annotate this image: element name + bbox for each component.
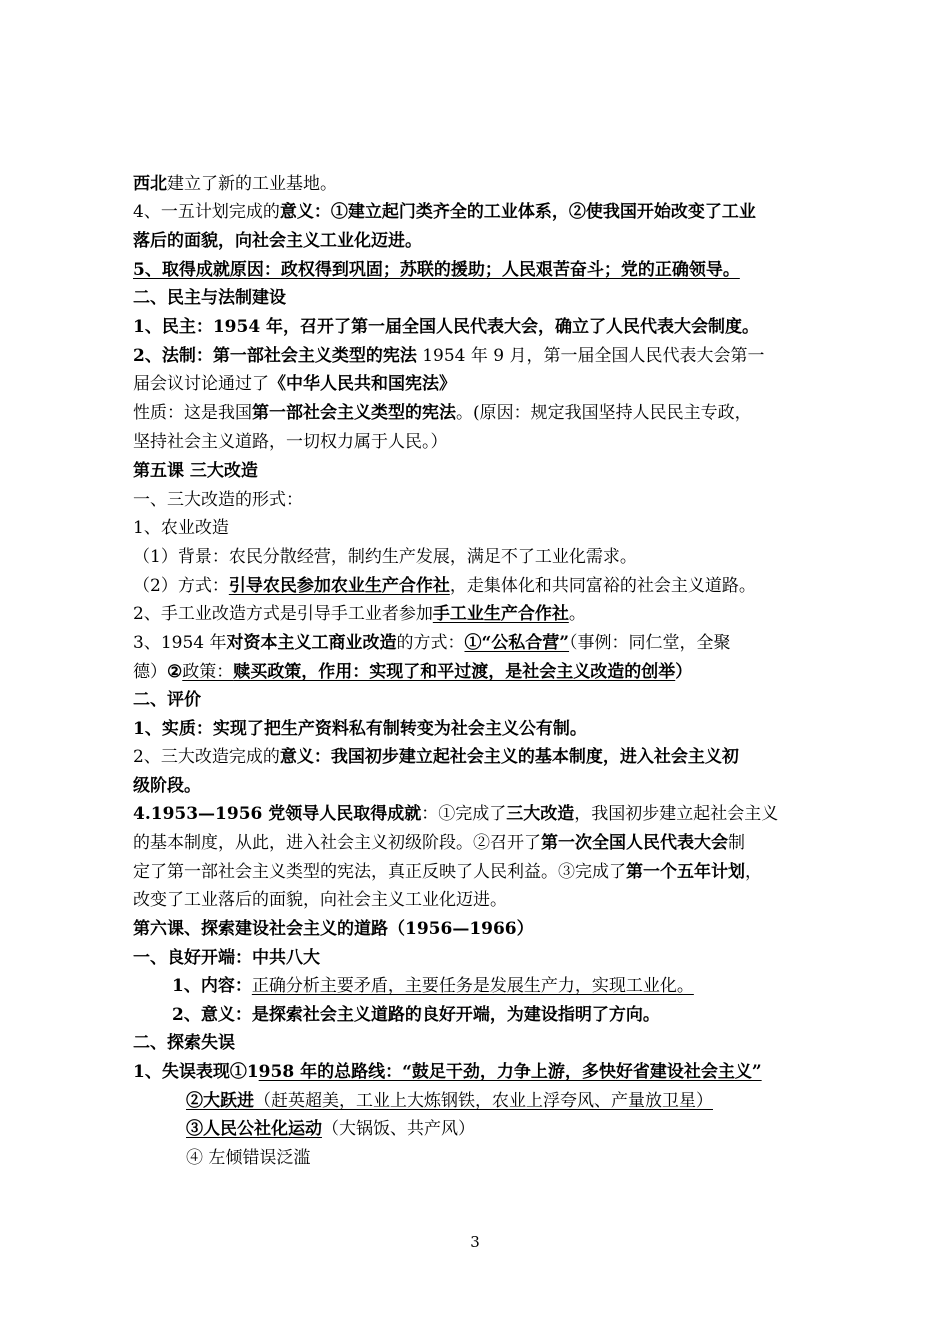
text-line [133,313,759,341]
text-run: 3、1954 年 [133,633,227,653]
text-run: 958 年的总路线：“鼓足干劲，力争上游，多快好省建设社会主义” [258,1062,762,1082]
text-run: 赎买政策，作用：实现了和平过渡，是社会主义改造的创举 [233,662,676,682]
text-line [133,370,456,398]
text-line [172,972,694,1000]
text-line [133,514,229,542]
text-run: （1）背景：农民分散经营，制约生产发展，满足不了工业化需求。 [133,547,637,567]
text-run: 2、意义：是探索社会主义道路的良好开端，为建设指明了方向。 [172,1005,660,1025]
text-run: 改变了工业落后的面貌，向社会主义工业化迈进。 [133,890,507,910]
text-line [133,858,762,886]
text-line [133,915,534,943]
text-line [186,1115,475,1143]
text-run: （大锅饭、共产风） [322,1119,475,1139]
text-line [133,658,692,686]
text-run: 4.1953—1956 党领导人民取得成就 [133,804,422,824]
text-line [172,1001,660,1029]
text-run: 制 [728,833,745,853]
text-run: ：①建立起门类齐全的工业体系，②使我国开始改变了工业 [313,202,756,222]
text-run: 1、实质：实现了把生产资料私有制转变为社会主义公有制。 [133,719,587,739]
text-run: 二、民主与法制建设 [133,288,286,308]
text-run: 正确分析主要矛盾，主要任务是发展生产力，实现工业化。 [251,976,694,996]
text-run: 2、手工业改造方式是引导手工业者参加 [133,604,433,624]
text-line [133,399,752,427]
text-run: 1、内容： [172,976,252,996]
text-line [133,572,756,600]
text-line [133,227,422,255]
text-run: 建立了新的工业基地。 [167,174,337,194]
text-run: 1、民主：1954 年，召开了第一届全国人民代表大会，确立了人民代表大会制度。 [133,317,760,337]
text-run: 性质：这是我国 [133,403,252,423]
text-run: ②大跃进 [186,1091,254,1111]
text-run: 4、一五计划完成的 [133,202,280,222]
text-line [133,886,507,914]
text-line [133,543,637,571]
text-line [133,170,337,198]
text-run: 。 [568,604,586,624]
text-line [133,743,739,771]
text-run: 二、评价 [133,690,201,710]
text-line [133,1029,235,1057]
text-run: 届会议讨论通过了 [133,374,269,394]
text-line [133,1058,762,1086]
text-run: 2、三大改造完成的 [133,747,280,767]
text-run: 引导农民参加农业生产合作社 [228,576,450,596]
text-run: 第五课 三大改造 [133,461,258,481]
text-line [133,342,765,370]
text-run: ② [167,662,183,682]
text-line [133,486,303,514]
text-run: 第一个五年计划 [626,862,745,882]
text-run: （事例：同仁堂，全聚 [569,633,731,653]
text-line [186,1087,713,1115]
text-line [133,772,201,800]
text-run: 三大改造 [506,804,575,824]
text-line [133,198,756,226]
text-run: 。(原因：规定我国坚持人民民主专政， [456,403,752,423]
text-run: ③人民公社化运动 [186,1119,322,1139]
text-run: 落后的面貌，向社会主义工业化迈进。 [133,231,422,251]
text-run: ：①完成了 [421,804,507,824]
text-run: 一、三大改造的形式： [133,490,303,510]
text-run: ， [745,862,762,882]
text-line [133,284,286,312]
page-number: 3 [470,1233,480,1251]
text-line [133,256,740,284]
text-run: 5、取得成就原因：政权得到巩固；苏联的援助；人民艰苦奋斗；党的正确领导。 [133,260,740,280]
text-run: 1954 年 9 月，第一届全国人民代表大会第一 [416,346,765,366]
text-run: 一、良好开端：中共八大 [133,948,320,968]
text-run: 德） [133,662,167,682]
text-run: 意义：我国初步建立起社会主义的基本制度，进入社会主义初 [279,747,739,767]
text-run: ，走集体化和共同富裕的社会主义道路。 [449,576,756,596]
text-run: 第一次全国人民代表大会 [541,833,728,853]
text-run: ④ 左倾错误泛滥 [186,1148,311,1168]
text-run: 坚持社会主义道路，一切权力属于人民。） [133,432,448,452]
text-run: ①“公私合营” [464,633,570,653]
text-run: 第六课、探索建设社会主义的道路（1956—1966） [133,919,534,939]
text-run: 意义 [279,202,314,222]
text-run: 手工业生产合作社 [432,604,569,624]
text-run: 的方式： [396,633,465,653]
text-line [186,1144,310,1172]
text-line [133,457,258,485]
text-run: 级阶段。 [133,776,201,796]
text-run: 第一部社会主义类型的宪法 [252,403,456,423]
text-run: 二、探索失误 [133,1033,235,1053]
text-line [133,428,448,456]
text-run: 2、法制：第一部社会主义类型的宪法 [133,346,417,366]
text-run: 定了第一部社会主义类型的宪法，真正反映了人民利益。③完成了 [133,862,626,882]
text-run: 西北 [133,174,167,194]
text-line [133,829,745,857]
text-run: （2）方式： [133,576,229,596]
text-line [133,715,587,743]
text-line [133,629,731,657]
text-run: ） [675,662,693,682]
text-run: 对资本主义工商业改造 [226,633,397,653]
text-run: ，我国初步建立起社会主义 [574,804,779,824]
text-run: 1、农业改造 [133,518,229,538]
text-line [133,686,201,714]
text-line [133,944,320,972]
text-line [133,600,586,628]
text-run: 的基本制度，从此，进入社会主义初级阶段。②召开了 [133,833,541,853]
text-run: （赶英超美，工业上大炼钢铁，农业上浮夸风、产量放卫星） [254,1091,713,1111]
text-run: 《中华人民共和国宪法》 [269,374,456,394]
text-run: 政策： [182,662,234,682]
text-line [133,800,778,828]
text-run: 1、失误表现①1 [133,1062,259,1082]
